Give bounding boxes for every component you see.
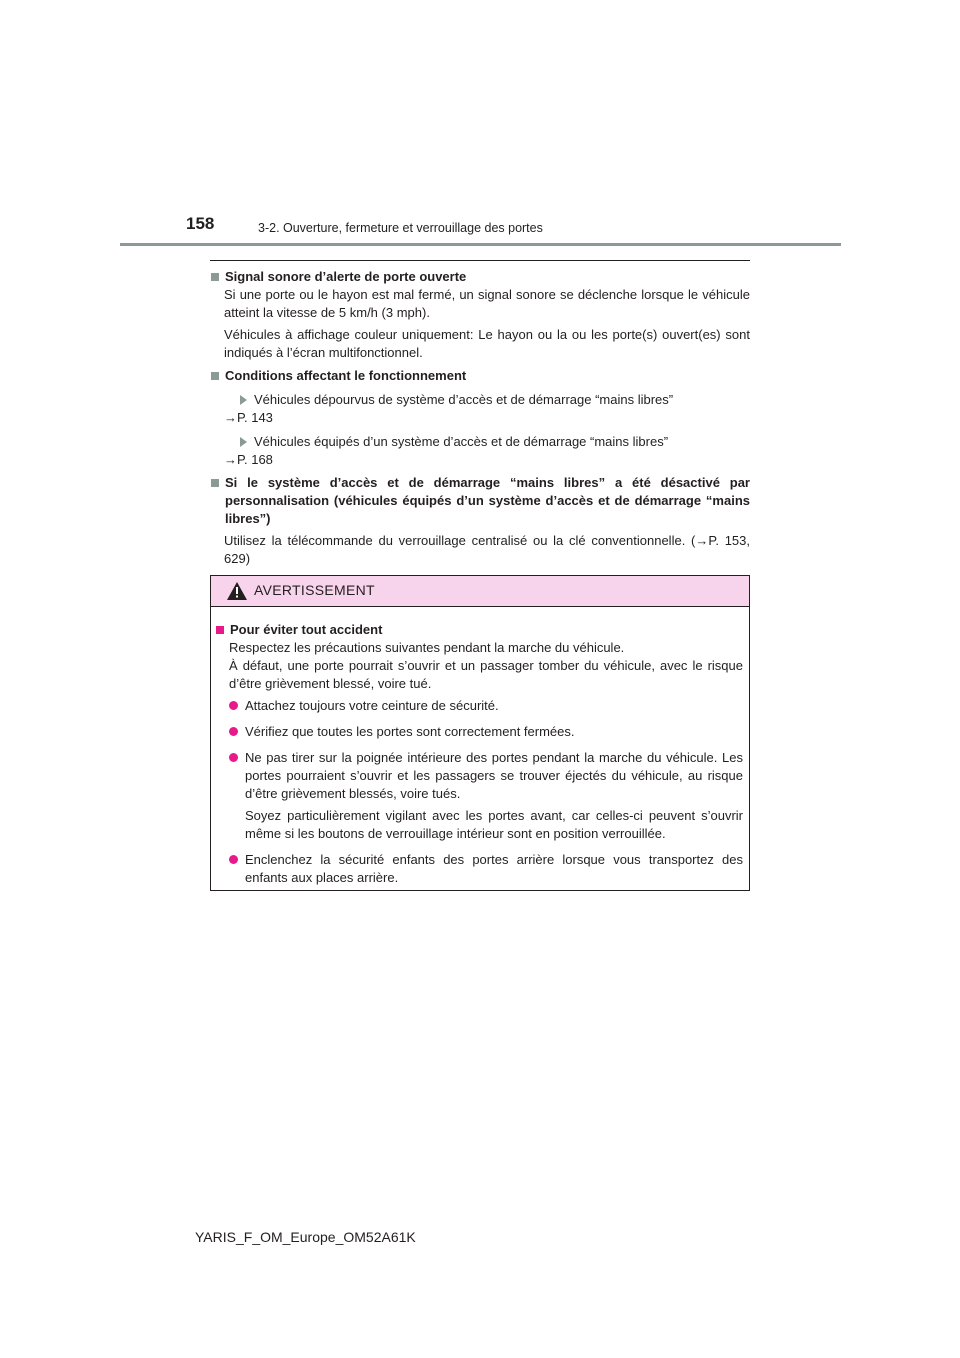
item-title: Conditions affectant le fonctionnement	[210, 367, 750, 385]
warning-bullet: Vérifiez que toutes les portes sont correctement fermées.	[229, 723, 743, 745]
dot-bullet-icon	[229, 855, 238, 864]
header-rule	[120, 243, 841, 246]
page-reference[interactable]: →P. 168	[224, 452, 273, 467]
footer-doc-id: YARIS_F_OM_Europe_OM52A61K	[195, 1229, 416, 1245]
sub-list	[224, 391, 750, 469]
divider	[210, 260, 750, 261]
warning-box	[210, 575, 750, 891]
content-body	[210, 268, 750, 573]
warning-intro: Respectez les précautions suivantes pendant la marche du véhicule. À défaut, une porte pourrait s’ouvrir et un passager tomber du véhicule, avec le risque d’être grièvement blessé, voire tué.	[229, 640, 743, 691]
item-smart-key-disabled	[210, 474, 750, 568]
item-title: Si le système d’accès et de démarrage “mains libres” a été désactivé par personnalisation (véhicules équipés d’un système d’accès et de démarrage “mains libres”)	[210, 474, 750, 528]
warning-label: AVERTISSEMENT	[254, 582, 375, 598]
warning-title: Pour éviter tout accident	[215, 621, 743, 639]
item-text: Utilisez la télécommande du verrouillage centralisé ou la clé conventionnelle. (→P. 153, 629)	[224, 533, 750, 566]
square-bullet-icon	[211, 372, 219, 380]
dot-bullet-icon	[229, 753, 238, 762]
warning-body	[211, 607, 749, 891]
sub-item: Véhicules équipés d’un système d’accès et de démarrage “mains libres”	[240, 433, 750, 451]
page-reference[interactable]: →P. 143	[224, 410, 273, 425]
warning-header	[211, 576, 749, 607]
page-number: 158	[186, 214, 215, 233]
item-conditions	[210, 367, 750, 469]
warning-triangle-icon	[227, 582, 247, 600]
square-bullet-icon	[211, 273, 219, 281]
dot-bullet-icon	[229, 701, 238, 710]
warning-bullet: Enclenchez la sécurité enfants des portes arrière lorsque vous transportez des enfants aux places arrière.	[229, 851, 743, 891]
item-text: Si une porte ou le hayon est mal fermé, un signal sonore se déclenche lorsque le véhicule atteint la vitesse de 5 km/h (3 mph). Véhicules à affichage couleur uniquement: Le hayon ou la ou les porte(s) ouvert(es) sont indiqués à l’écran multifonctionnel.	[224, 287, 750, 360]
square-bullet-icon	[216, 626, 224, 634]
item-title: Signal sonore d’alerte de porte ouverte	[210, 268, 750, 286]
warning-bullet: Ne pas tirer sur la poignée intérieure des portes pendant la marche du véhicule. Les portes pourraient s’ouvrir et les passagers se trouver éjectés du véhicule, au risque d’être grièvement blessés, voire tués. Soyez particulièrement vigilant avec les portes avant, car celles-ci peuvent s’ouvrir même si les boutons de verrouillage intérieur sont en position verrouillée.	[229, 749, 743, 847]
item-door-alarm	[210, 268, 750, 362]
square-bullet-icon	[211, 479, 219, 487]
sub-item: Véhicules dépourvus de système d’accès et de démarrage “mains libres”	[240, 391, 750, 409]
triangle-arrow-icon	[240, 395, 247, 405]
triangle-arrow-icon	[240, 437, 247, 447]
page-header	[0, 0, 960, 250]
section-title: 3-2. Ouverture, fermeture et verrouillage des portes	[258, 221, 543, 235]
warning-bullet: Attachez toujours votre ceinture de sécurité.	[229, 697, 743, 719]
dot-bullet-icon	[229, 727, 238, 736]
